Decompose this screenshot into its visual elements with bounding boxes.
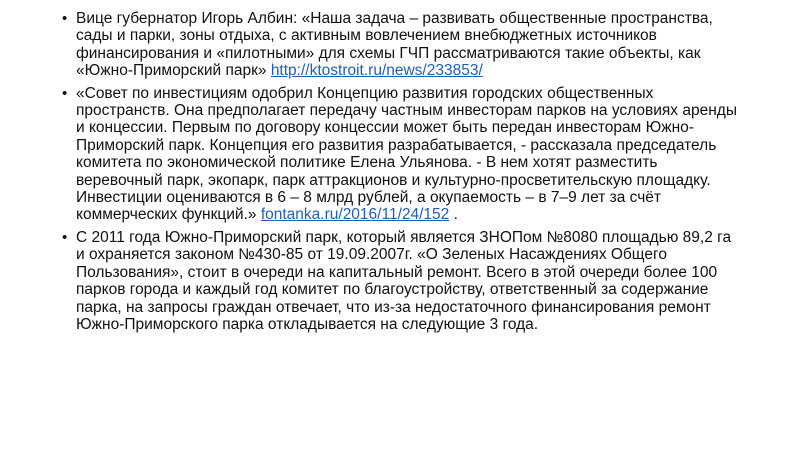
bullet-marker: •	[62, 84, 68, 102]
bullet-marker: •	[62, 228, 68, 246]
bullet-list	[62, 10, 742, 338]
bullet-item-investment-council	[62, 85, 742, 224]
bullet-text: «Совет по инвестициям одобрил Концепцию развития городских общественных пространств. Она предполагает передачу частным инвесторам парков на условиях аренды и концессии. Первым по договору концессии может быть передан инвесторам Южно-Приморский парк. Концепция его развития разрабатывается, - рассказала председатель комитета по экономической политике Елена Ульянова. - В нем хотят разместить веревочный парк, экопарк, парк аттракционов и культурно-просветительскую площадку. Инвестиции оцениваются в 6 – 8 млрд рублей, а окупаемость – в 7–9 лет за счёт коммерческих функций.»	[76, 84, 737, 224]
bullet-item-repair-queue	[62, 229, 742, 333]
bullet-marker: •	[62, 10, 68, 27]
source-link-fontanka[interactable]: fontanka.ru/2016/11/24/152	[260, 206, 450, 224]
bullet-text: С 2011 года Южно-Приморский парк, который является ЗНОПом №8080 площадью 89,2 га и охраняется законом №430-85 от 19.09.2007г. «О Зеленых Насаждениях Общего Пользования», стоит в очереди на капитальный ремонт. Всего в этой очереди более 100 парков города и каждый год комитет по благоустройству, ответственный за содержание парка, на запросы граждан отвечает, что из-за недостаточного финансирования ремонт Южно-Приморского парка откладывается на следующие 3 года.	[76, 228, 732, 333]
bullet-item-albin-quote	[62, 10, 742, 80]
bullet-text: Вице губернатор Игорь Албин: «Наша задача – развивать общественные пространства, сады и парки, зоны отдыха, с активным вовлечением внебюджетных источников финансирования и «пилотными» для схемы ГЧП рассматриваются такие объекты, как «Южно-Приморский парк»	[76, 10, 713, 80]
source-link-ktostroit[interactable]: http://ktostroit.ru/news/233853/	[270, 62, 483, 80]
bullet-text-end: .	[453, 206, 458, 224]
